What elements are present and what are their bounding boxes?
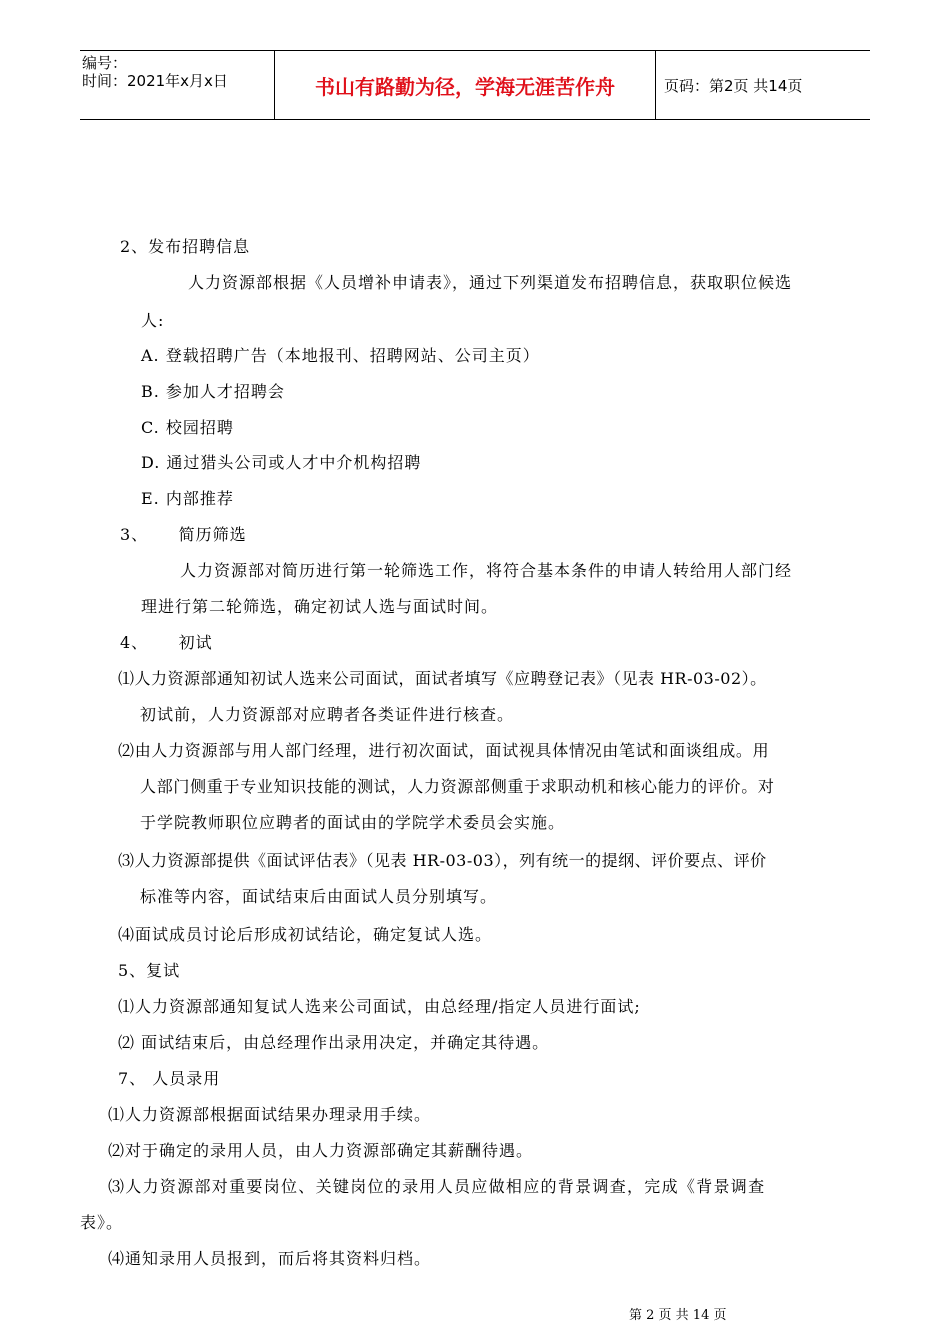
paragraph-line: 标准等内容，面试结束后由面试人员分别填写。 bbox=[140, 887, 498, 906]
paragraph-line: ⑷面试成员讨论后形成初试结论，确定复试人选。 bbox=[118, 925, 493, 944]
section-heading: 2、发布招聘信息 bbox=[120, 237, 251, 256]
list-item: B. 参加人才招聘会 bbox=[141, 382, 285, 401]
section-heading: 7、 人员录用 bbox=[118, 1069, 221, 1088]
paragraph-line: 表》。 bbox=[80, 1213, 124, 1232]
paragraph-line: ⑵对于确定的录用人员，由人力资源部确定其薪酬待遇。 bbox=[108, 1141, 534, 1160]
paragraph-line: ⑷通知录用人员报到，而后将其资料归档。 bbox=[108, 1249, 432, 1268]
section-heading: 4、 初试 bbox=[120, 633, 213, 652]
paragraph-line: ⑶人力资源部提供《面试评估表》（见表 HR-03-03），列有统一的提纲、评价要点、评价 bbox=[118, 851, 767, 870]
paragraph-line: 人: bbox=[141, 311, 165, 330]
list-item: A. 登载招聘广告（本地报刊、招聘网站、公司主页） bbox=[141, 346, 540, 365]
header-page-info: 页码：第2页 共14页 bbox=[664, 76, 803, 95]
paragraph-line: 人力资源部对简历进行第一轮筛选工作，将符合基本条件的申请人转给用人部门经 bbox=[180, 561, 793, 580]
document-number-label: 编号： bbox=[82, 54, 128, 72]
paragraph-line: 理进行第二轮筛选，确定初试人选与面试时间。 bbox=[141, 597, 499, 616]
paragraph-line: ⑶人力资源部对重要岗位、关键岗位的录用人员应做相应的背景调查，完成《背景调查 bbox=[108, 1177, 766, 1196]
header-meta bbox=[80, 51, 274, 119]
paragraph-line: ⑵由人力资源部与用人部门经理，进行初次面试，面试视具体情况由笔试和面谈组成。用 bbox=[118, 741, 770, 760]
paragraph-line: ⑴人力资源部根据面试结果办理录用手续。 bbox=[108, 1105, 432, 1124]
document-time-label: 时间：2021年x月x日 bbox=[82, 72, 228, 90]
section-heading: 3、 简历筛选 bbox=[120, 525, 247, 544]
paragraph-line: ⑴人力资源部通知初试人选来公司面试，面试者填写《应聘登记表》（见表 HR-03-02）。 bbox=[118, 669, 767, 688]
header-motto: 书山有路勤为径，学海无涯苦作舟 bbox=[274, 51, 656, 119]
paragraph-line: ⑴人力资源部通知复试人选来公司面试，由总经理/指定人员进行面试; bbox=[118, 997, 641, 1016]
list-item: C. 校园招聘 bbox=[141, 418, 234, 437]
paragraph-line: ⑵ 面试结束后，由总经理作出录用决定，并确定其待遇。 bbox=[118, 1033, 550, 1052]
paragraph-line: 初试前，人力资源部对应聘者各类证件进行核查。 bbox=[140, 705, 515, 724]
paragraph-line: 人力资源部根据《人员增补申请表》，通过下列渠道发布招聘信息，获取职位候选 bbox=[188, 273, 793, 292]
list-item: E. 内部推荐 bbox=[141, 489, 234, 508]
paragraph-line: 于学院教师职位应聘者的面试由的学院学术委员会实施。 bbox=[140, 813, 566, 832]
list-item: D. 通过猎头公司或人才中介机构招聘 bbox=[141, 453, 422, 472]
page-header bbox=[80, 50, 870, 120]
paragraph-line: 人部门侧重于专业知识技能的测试，人力资源部侧重于求职动机和核心能力的评价。对 bbox=[140, 777, 775, 796]
page-footer: 第 2 页 共 14 页 bbox=[629, 1308, 727, 1323]
section-heading: 5、复试 bbox=[118, 961, 181, 980]
